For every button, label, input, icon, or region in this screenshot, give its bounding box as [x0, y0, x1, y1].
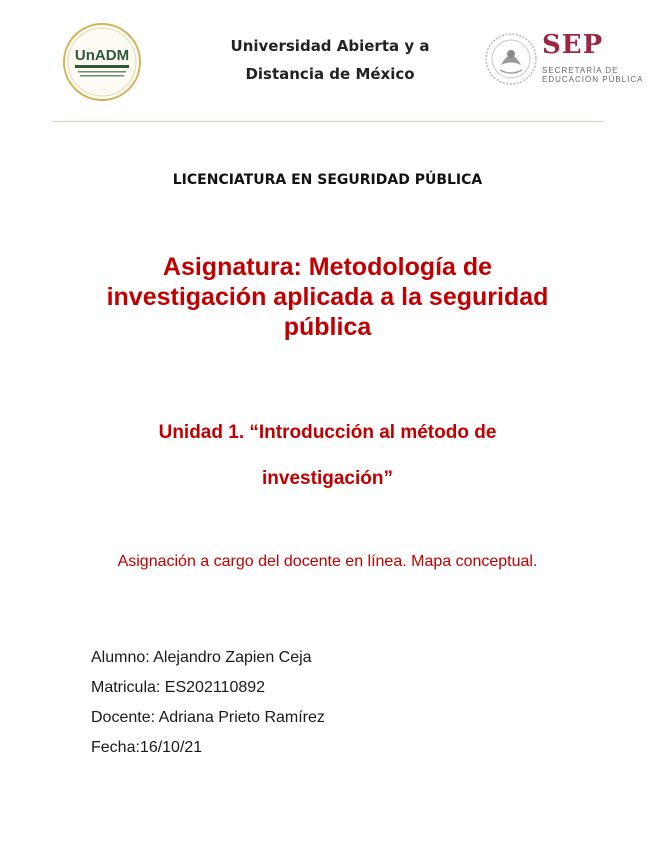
- assignment-description: Asignación a cargo del docente en línea. Mapa conceptual.: [117, 553, 538, 570]
- sep-subtitle-line1: SECRETARÍA DE: [542, 66, 619, 75]
- sep-logo-subtitle: [542, 66, 643, 84]
- header-divider: [52, 121, 604, 122]
- student-name: Alumno: Alejandro Zapien Ceja: [91, 649, 312, 666]
- unit-title-line2: investigación”: [262, 468, 393, 489]
- degree-title: LICENCIATURA EN SEGURIDAD PÚBLICA: [172, 172, 483, 188]
- student-id: Matricula: ES202110892: [91, 679, 266, 696]
- sep-logo-title: SEP: [542, 30, 604, 60]
- institution-name: Universidad Abierta y a Distancia de México: [230, 37, 430, 83]
- unit-title-line1: Unidad 1. “Introducción al método de: [158, 422, 497, 443]
- date: Fecha:16/10/21: [91, 739, 203, 756]
- unit-title: [80, 410, 575, 502]
- sep-subtitle-line2: EDUCACIÓN PÚBLICA: [542, 75, 644, 84]
- unadm-logo: [62, 22, 142, 102]
- teacher-name: Docente: Adriana Prieto Ramírez: [91, 709, 325, 726]
- unadm-logo-text: UnADM: [74, 47, 130, 64]
- subject-title: Asignatura: Metodología de investigación aplicada a la seguridad pública: [106, 253, 549, 341]
- mexico-seal-icon: [484, 32, 538, 86]
- student-info: [91, 648, 325, 768]
